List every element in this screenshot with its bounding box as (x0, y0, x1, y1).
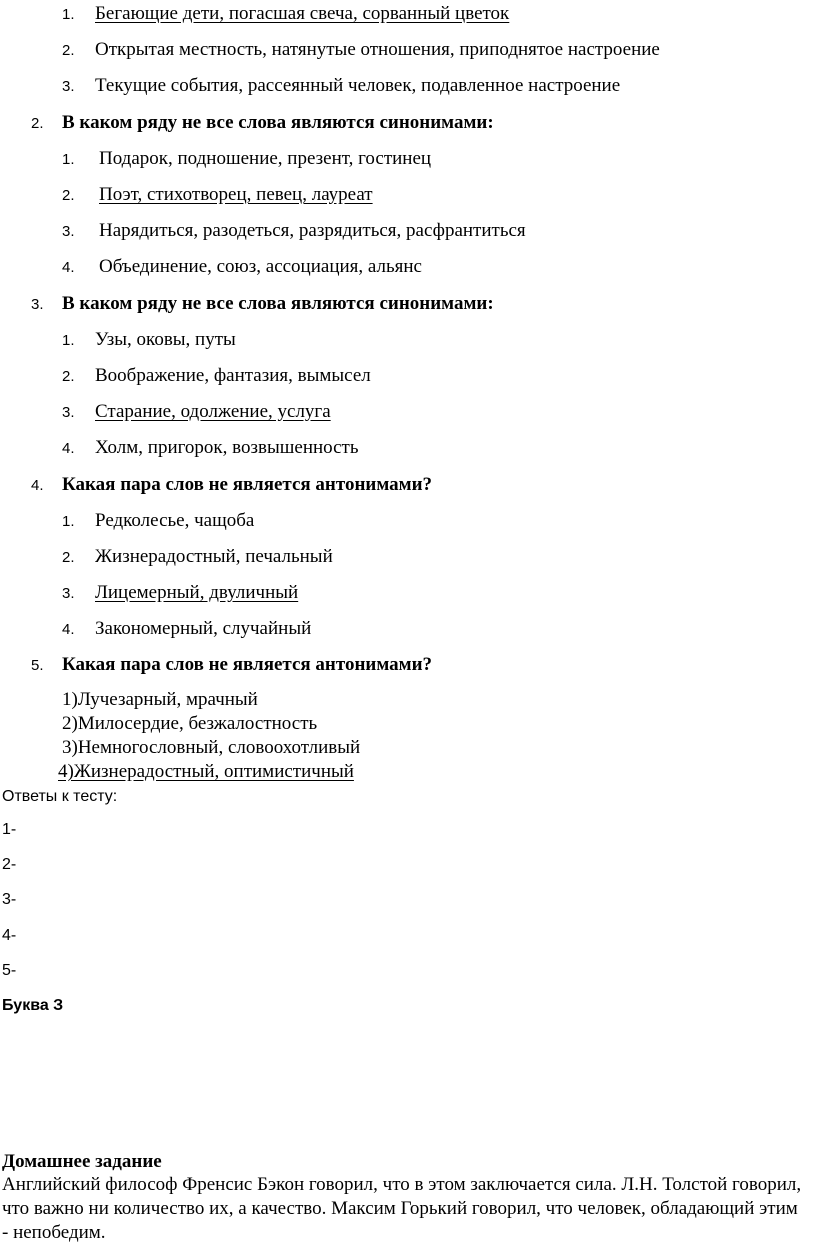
q2-option-1-number: 1. (62, 151, 75, 168)
q5-option-2: 2)Милосердие, безжалостность (62, 713, 318, 734)
q3-option-1: Узы, оковы, путы (95, 329, 236, 350)
q4-option-2-number: 2. (62, 549, 75, 566)
homework-text: Английский философ Френсис Бэкон говорил, что в этом заключается сила. Л.Н. Толстой говорил, что важно ни количество их, а качество. Максим Горький говорил, что человек, обладающий этим - непобедим. (2, 1174, 802, 1243)
q4-option-4-number: 4. (62, 621, 75, 638)
q4-option-1-number: 1. (62, 513, 75, 530)
answer-line-1: 1- (2, 821, 17, 838)
q4-number: 4. (31, 477, 44, 494)
answer-line-3: 3- (2, 891, 17, 908)
q3-option-1-number: 1. (62, 332, 75, 349)
q5-option-1: 1)Лучезарный, мрачный (62, 689, 258, 710)
q3-option-3-number: 3. (62, 404, 75, 421)
q2-option-3: Нарядиться, разодеться, разрядиться, расфрантиться (99, 220, 526, 241)
answer-line-5: 5- (2, 962, 17, 979)
q2-option-2-number: 2. (62, 187, 75, 204)
q2-question: В каком ряду не все слова являются синонимами: (62, 112, 494, 133)
homework-title: Домашнее задание (2, 1151, 162, 1172)
q5-number: 5. (31, 657, 44, 674)
q1-option-2: Открытая местность, натянутые отношения, приподнятое настроение (95, 39, 660, 60)
answers-title: Ответы к тесту: (2, 788, 118, 805)
q1-option-1-number: 1. (62, 6, 75, 23)
q4-option-2: Жизнерадостный, печальный (95, 546, 333, 567)
q1-option-3: Текущие события, рассеянный человек, подавленное настроение (95, 75, 621, 96)
q5-option-3: 3)Немногословный, словоохотливый (62, 737, 361, 758)
q3-option-4-number: 4. (62, 440, 75, 457)
q1-option-3-number: 3. (62, 78, 75, 95)
answer-line-2: 2- (2, 856, 17, 873)
q2-option-4-number: 4. (62, 259, 75, 276)
q3-option-3: Старание, одолжение, услуга (95, 401, 331, 422)
q3-question: В каком ряду не все слова являются синонимами: (62, 293, 494, 314)
q1-option-1: Бегающие дети, погасшая свеча, сорванный цветок (95, 3, 510, 24)
q2-number: 2. (31, 115, 44, 132)
q1-option-2-number: 2. (62, 42, 75, 59)
q2-option-3-number: 3. (62, 223, 75, 240)
q5-question: Какая пара слов не является антонимами? (62, 654, 433, 675)
q3-number: 3. (31, 296, 44, 313)
q4-option-3-number: 3. (62, 585, 75, 602)
q2-option-4: Объединение, союз, ассоциация, альянс (99, 256, 422, 277)
answer-letter: Буква З (2, 997, 64, 1014)
q5-option-4: 4)Жизнерадостный, оптимистичный (58, 761, 354, 782)
q3-option-2: Воображение, фантазия, вымысел (95, 365, 371, 386)
q4-option-3: Лицемерный, двуличный (95, 582, 299, 603)
q2-option-2: Поэт, стихотворец, певец, лауреат (99, 184, 373, 205)
q3-option-2-number: 2. (62, 368, 75, 385)
q4-question: Какая пара слов не является антонимами? (62, 474, 433, 495)
q3-option-4: Холм, пригорок, возвышенность (95, 437, 359, 458)
q4-option-4: Закономерный, случайный (95, 618, 312, 639)
q2-option-1: Подарок, подношение, презент, гостинец (99, 148, 432, 169)
answer-line-4: 4- (2, 927, 17, 944)
q4-option-1: Редколесье, чащоба (95, 510, 255, 531)
